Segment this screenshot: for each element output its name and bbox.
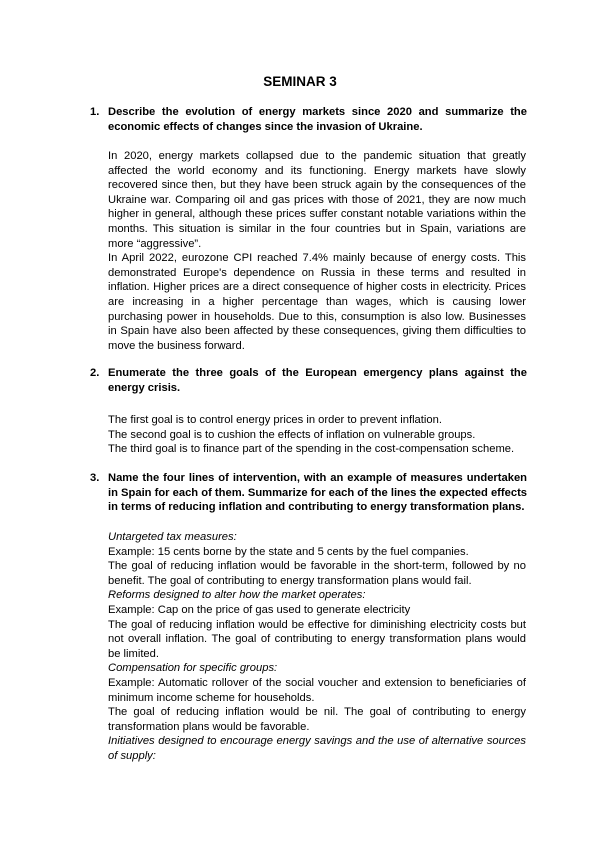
intervention-effects: The goal of reducing inflation would be nil. The goal of contributing to energy transformation plans would be favorable. xyxy=(108,706,526,733)
goal-item: The first goal is to control energy prices in order to prevent inflation. xyxy=(108,414,442,426)
intervention-example: Example: Automatic rollover of the social voucher and extension to beneficiaries of minimum income scheme for households. xyxy=(108,676,526,704)
goal-item: The second goal is to cushion the effects of inflation on vulnerable groups. xyxy=(108,428,476,441)
question-number: 2. xyxy=(90,367,100,379)
intervention-heading: Untargeted tax measures: xyxy=(108,531,237,543)
intervention-example: Example: 15 cents borne by the state and 5 cents by the fuel companies. xyxy=(108,545,469,558)
question-text: Name the four lines of intervention, with an example of measures undertaken in Spain for each of them. Summarize for each of the lines the expected effects in terms of reducing inflation and contributing to energy transformation plans. xyxy=(108,472,528,514)
answer-paragraph: In 2020, energy markets collapsed due to the pandemic situation that greatly affected the world economy and its functioning. Energy markets have slowly recovered since then, but they have been struck again by the consequences of the Ukraine war. Comparing oil and gas prices with those of 2021, they are now much higher in general, although these prices suffer constant notable variations within the months. This situation is similar in the four countries but in Spain, variations are more “aggressive”. xyxy=(108,150,526,250)
intervention-effects: The goal of reducing inflation would be favorable in the short-term, followed by no benefit. The goal of contributing to energy transformation plans would fail. xyxy=(108,560,526,587)
question-text: Describe the evolution of energy markets since 2020 and summarize the economic effects of changes since the invasion of Ukraine. xyxy=(108,106,527,133)
intervention-effects: The goal of reducing inflation would be effective for diminishing electricity costs but not overall inflation. The goal of contributing to energy transformation plans would be limited. xyxy=(108,618,526,660)
question-3 xyxy=(90,471,527,515)
question-number: 3. xyxy=(90,472,100,484)
answer-1 xyxy=(108,149,526,353)
page-title: SEMINAR 3 xyxy=(263,74,337,89)
intervention-heading: Initiatives designed to encourage energy savings and the use of alternative sources of supply: xyxy=(108,735,526,762)
goal-item: The third goal is to finance part of the spending in the cost-compensation scheme. xyxy=(108,443,515,456)
intervention-heading: Compensation for specific groups: xyxy=(108,662,278,675)
answer-3 xyxy=(108,530,526,764)
question-number: 1. xyxy=(90,106,100,118)
intervention-example: Example: Cap on the price of gas used to generate electricity xyxy=(108,603,411,616)
answer-paragraph: In April 2022, eurozone CPI reached 7.4% mainly because of energy costs. This demonstrated Europe's dependence on Russia in these terms and resulted in inflation. Higher prices are a direct consequence of higher costs in electricity. Prices are increasing in a higher percentage than wages, which is causing lower purchasing power in households. Due to this, consumption is also low. Businesses in Spain have also been affected by these consequences, giving them difficulties to move the business forward. xyxy=(108,252,526,352)
answer-2 xyxy=(108,413,526,457)
intervention-heading: Reforms designed to alter how the market operates: xyxy=(108,589,366,602)
question-text: Enumerate the three goals of the European emergency plans against the energy crisis. xyxy=(108,367,527,394)
question-2 xyxy=(90,366,527,395)
question-1 xyxy=(90,105,527,134)
